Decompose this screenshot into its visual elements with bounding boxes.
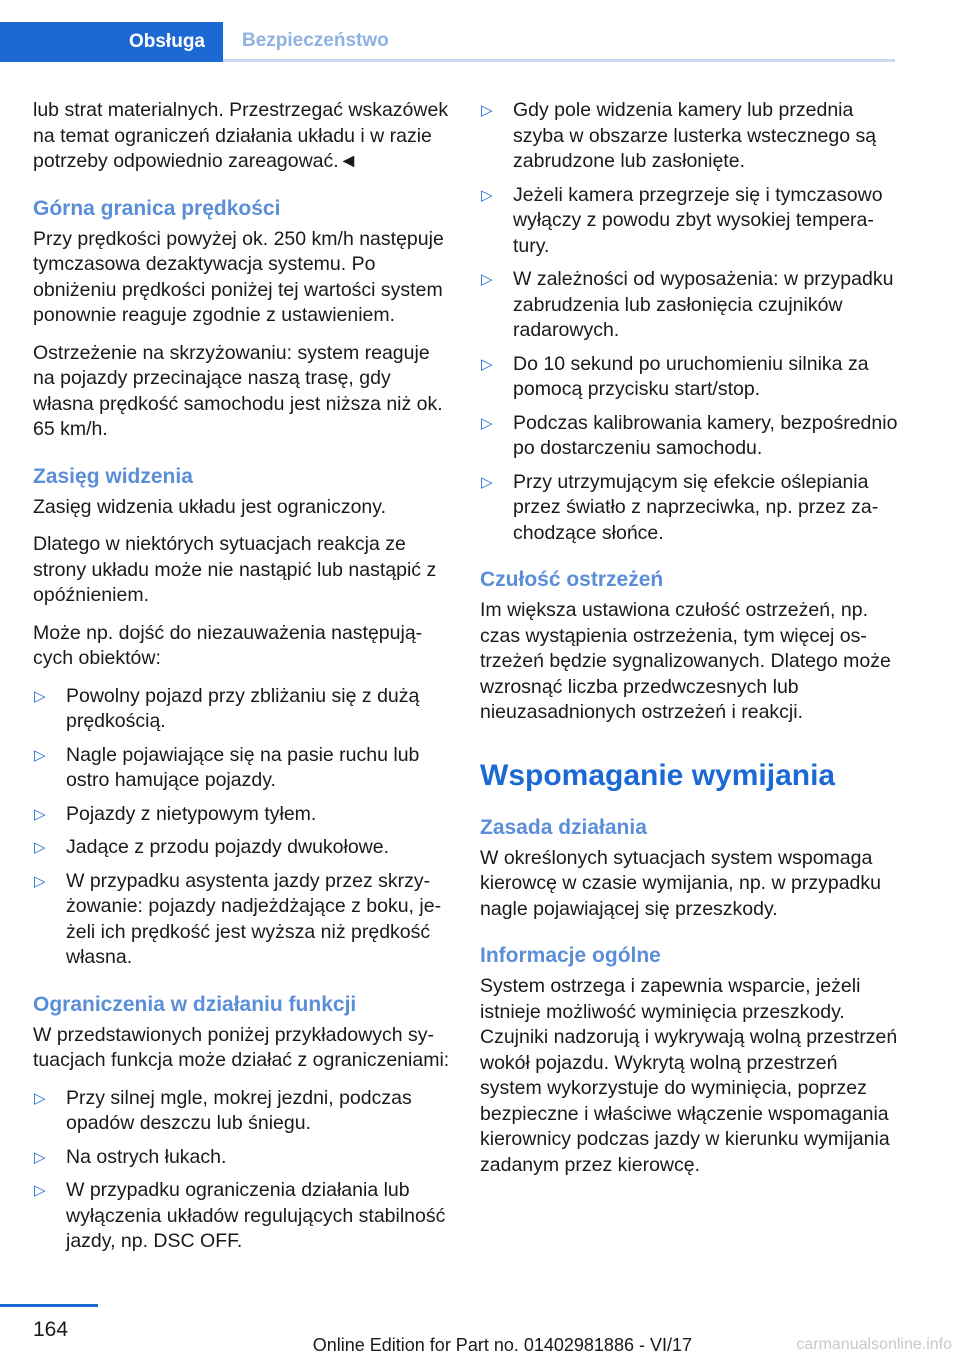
- header-tabs: [0, 22, 895, 62]
- list-item: ▷ Powolny pojazd przy zbliżaniu się z dużą prędkością.: [34, 684, 420, 732]
- triangle-bullet-icon: ▷: [481, 473, 493, 491]
- list-item: ▷ Przy utrzymującym się efekcie oślepiania przez światło z naprzeciwka, np. przez zachodzące słońce.: [481, 470, 879, 544]
- heading-general-info: Informacje ogólne: [480, 944, 661, 967]
- right-column: [480, 98, 900, 1190]
- heading-range: Zasięg widzenia: [33, 464, 193, 488]
- list-item: ▷ Na ostrych łukach.: [33, 1145, 453, 1171]
- range-list: [33, 684, 453, 971]
- triangle-bullet-icon: ▷: [481, 102, 493, 119]
- paragraph-limits: W przedstawionych poniżej przykładowych sytuacjach funkcja może działać z ograniczeniami:: [33, 1023, 450, 1071]
- paragraph-range-2: Dlatego w niektórych sytuacjach reakcja ze strony układu może nie nastąpić lub nastąpić z opóźnieniem.: [33, 533, 437, 606]
- heading-speed-limit: Górna granica prędkości: [33, 196, 281, 220]
- list-item: ▷ Do 10 sekund po uruchomieniu silnika za pomocą przycisku start/stop.: [481, 352, 869, 400]
- list-item: ▷ W przypadku asystenta jazdy przez skrzyżowanie: pojazdy nadjeżdżające z boku, jeżeli ich prędkość jest wyższa niż prędkość własna.: [34, 869, 442, 968]
- paragraph-general-info: System ostrzega i zapewnia wsparcie, jeżeli istnieje możliwość wyminięcia przeszkody. Czujniki nadzorują i wykrywają wolną przestrzeń wokół pojazdu. Wykrytą wolną przestrzeń system wykorzystuje do wyminięcia, poprzez bezpieczne i właściwe włączenie wspomagania kierownicy podczas jazdy w kierunku wymijania zadanym przez kierowcę.: [480, 975, 898, 1176]
- triangle-bullet-icon: ▷: [34, 839, 46, 856]
- footer-accent-line: [0, 1304, 98, 1307]
- edition-footer: Online Edition for Part no. 01402981886 - VI/17: [312, 1335, 692, 1355]
- paragraph-principle: W określonych sytuacjach system wspomaga kierowcę w czasie wymijania, np. w przypadku nagle pojawiającej się przeszkody.: [480, 846, 881, 920]
- list-item: ▷ Jadące z przodu pojazdy dwukołowe.: [33, 835, 453, 861]
- left-column: [33, 98, 453, 1267]
- paragraph-sensitivity: Im większa ustawiona czułość ostrzeżeń, np. czas wystąpienia ostrzeżenia, tym więcej ostrzeżeń będzie sygnalizowanych. Dlatego może wzrosnąć liczba przedwczesnych lub nieuzasadnionych ostrzeżeń i reakcji.: [480, 599, 891, 723]
- page-number: 164: [33, 1318, 69, 1341]
- heading-limits: Ograniczenia w działaniu funkcji: [33, 992, 357, 1016]
- heading-sensitivity: Czułość ostrzeżeń: [480, 568, 664, 591]
- triangle-bullet-icon: ▷: [34, 746, 46, 764]
- triangle-bullet-icon: ▷: [34, 805, 46, 823]
- limits-list-left: [33, 1086, 453, 1255]
- list-item: ▷ Nagle pojawiające się na pasie ruchu lub ostro hamujące pojazdy.: [34, 743, 420, 791]
- list-item: ▷ Przy silnej mgle, mokrej jezdni, podczas opadów deszczu lub śniegu.: [34, 1086, 412, 1134]
- tab-obsluga[interactable]: Obsługa: [0, 22, 223, 62]
- heading-principle: Zasada działania: [480, 815, 647, 839]
- triangle-bullet-icon: ▷: [481, 414, 493, 432]
- intro-paragraph: lub strat materialnych. Przestrzegać wskazówek na temat ograniczeń działania układu i w razie potrzeby odpowiednio zareagować.◄: [33, 99, 449, 172]
- list-item: ▷ Pojazdy z nietypowym tyłem.: [33, 802, 453, 828]
- paragraph-range-1: Zasięg widzenia układu jest ograniczony.: [33, 495, 386, 518]
- tab-bezpieczenstwo[interactable]: Bezpieczeństwo: [223, 22, 895, 62]
- triangle-bullet-icon: ▷: [481, 186, 493, 204]
- triangle-bullet-icon: ▷: [34, 1182, 46, 1199]
- list-item: ▷ W przypadku ograniczenia działania lub wyłączenia układów regulujących stabilność jazdy, np. DSC OFF.: [34, 1179, 446, 1252]
- triangle-bullet-icon: ▷: [481, 271, 493, 288]
- section-title-evasion-assist: Wspomaganie wymijania: [480, 758, 836, 792]
- paragraph-range-3: Może np. dojść do niezauważenia następujących obiektów:: [33, 621, 423, 669]
- list-item: ▷ W zależności od wyposażenia: w przypadku zabrudzenia lub zasłonięcia czujników radarowych.: [481, 268, 894, 341]
- paragraph-speed-1: Przy prędkości powyżej ok. 250 km/h następuje tymczasowa dezaktywacja systemu. Po obniżeniu prędkości poniżej tej wartości system ponownie reaguje zgodnie z ustawieniem.: [33, 227, 444, 326]
- triangle-bullet-icon: ▷: [34, 872, 46, 890]
- limits-list-right: [480, 98, 900, 546]
- list-item: ▷ Jeżeli kamera przegrzeje się i tymczasowo wyłączy z powodu zbyt wysokiej temperatury.: [481, 183, 883, 257]
- triangle-bullet-icon: ▷: [481, 355, 493, 373]
- triangle-bullet-icon: ▷: [34, 1148, 46, 1166]
- watermark: carmanualsonline.info: [796, 1336, 952, 1353]
- list-item: ▷ Gdy pole widzenia kamery lub przednia szyba w obszarze lusterka wstecznego są zabrudzone lub zasłonięte.: [481, 99, 877, 172]
- triangle-bullet-icon: ▷: [34, 687, 46, 705]
- list-item: ▷ Podczas kalibrowania kamery, bezpośrednio po dostarczeniu samochodu.: [481, 411, 898, 459]
- paragraph-speed-2: Ostrzeżenie na skrzyżowaniu: system reaguje na pojazdy przecinające naszą trasę, gdy własna prędkość samochodu jest niższa niż ok. 65 km/h.: [33, 341, 443, 440]
- triangle-bullet-icon: ▷: [34, 1089, 46, 1107]
